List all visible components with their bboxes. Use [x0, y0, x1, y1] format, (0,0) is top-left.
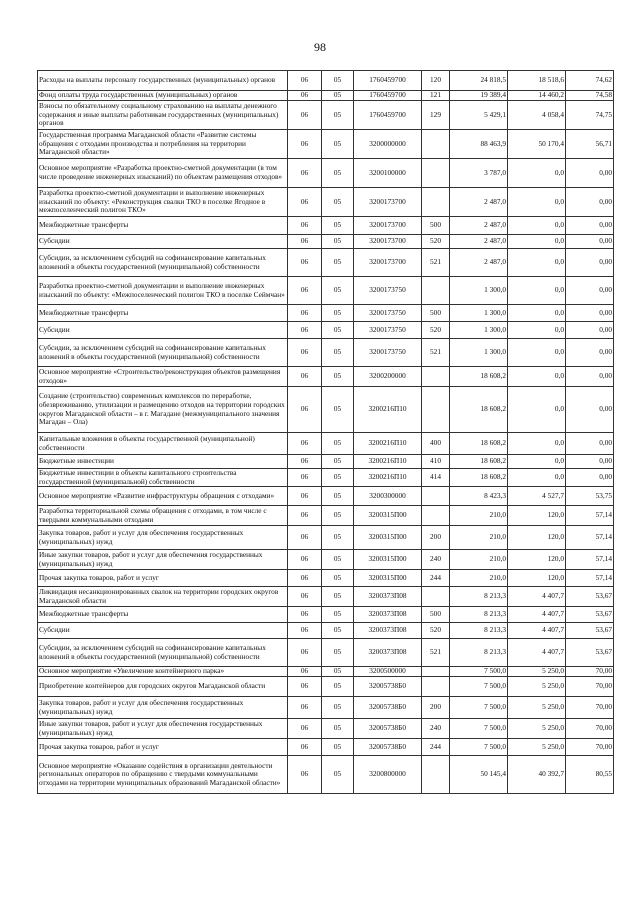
row-section-cell: 06 [288, 677, 322, 697]
row-plan-amount-cell: 2 487,0 [450, 217, 508, 235]
row-execution-percent-cell: 0,00 [566, 469, 614, 487]
row-plan-amount-cell: 8 213,3 [450, 639, 508, 667]
table-row [38, 667, 614, 677]
row-executed-amount-cell: 5 250,0 [508, 677, 566, 697]
row-plan-amount-cell: 18 608,2 [450, 455, 508, 469]
row-name-cell: Основное мероприятие «Увеличение контейнерного парка» [38, 667, 288, 677]
row-execution-percent-cell: 0,00 [566, 217, 614, 235]
row-expense-type-cell [422, 756, 450, 794]
row-section-cell: 06 [288, 570, 322, 587]
row-name-cell: Субсидии, за исключением субсидий на софинансирование капитальных вложений в объекты государственной (муниципальной) собственности [38, 249, 288, 277]
row-plan-amount-cell: 2 487,0 [450, 188, 508, 217]
row-name-cell: Закупка товаров, работ и услуг для обеспечения государственных (муниципальных) нужд [38, 697, 288, 719]
row-name-cell: Субсидии [38, 235, 288, 249]
table-row [38, 101, 614, 130]
row-subsection-cell: 05 [322, 159, 354, 188]
row-expense-type-cell: 200 [422, 526, 450, 550]
row-execution-percent-cell: 0,00 [566, 305, 614, 322]
row-section-cell: 06 [288, 550, 322, 570]
row-section-cell: 06 [288, 697, 322, 719]
row-subsection-cell: 05 [322, 469, 354, 487]
table-row [38, 235, 614, 249]
table-row [38, 367, 614, 387]
row-section-cell: 06 [288, 367, 322, 387]
table-row [38, 387, 614, 433]
row-expense-type-cell: 240 [422, 550, 450, 570]
row-execution-percent-cell: 57,14 [566, 570, 614, 587]
row-target-article-cell: 3200173750 [354, 305, 422, 322]
row-name-cell: Закупка товаров, работ и услуг для обеспечения государственных (муниципальных) нужд [38, 526, 288, 550]
row-expense-type-cell [422, 159, 450, 188]
row-subsection-cell: 05 [322, 71, 354, 91]
row-execution-percent-cell: 0,00 [566, 277, 614, 305]
row-plan-amount-cell: 7 500,0 [450, 719, 508, 739]
row-expense-type-cell [422, 188, 450, 217]
row-executed-amount-cell: 5 250,0 [508, 697, 566, 719]
row-section-cell: 06 [288, 188, 322, 217]
row-name-cell: Основное мероприятие «Строительство/реконструкция объектов размещения отходов» [38, 367, 288, 387]
row-subsection-cell: 05 [322, 249, 354, 277]
row-section-cell: 06 [288, 526, 322, 550]
row-plan-amount-cell: 5 429,1 [450, 101, 508, 130]
row-execution-percent-cell: 74,62 [566, 71, 614, 91]
row-target-article-cell: 32005738Б0 [354, 697, 422, 719]
row-execution-percent-cell: 0,00 [566, 455, 614, 469]
row-section-cell: 06 [288, 277, 322, 305]
row-subsection-cell: 05 [322, 217, 354, 235]
row-name-cell: Межбюджетные трансферты [38, 217, 288, 235]
row-expense-type-cell [422, 677, 450, 697]
row-name-cell: Основное мероприятие «Развитие инфраструктуры обращения с отходами» [38, 487, 288, 506]
row-expense-type-cell: 244 [422, 739, 450, 756]
row-subsection-cell: 05 [322, 550, 354, 570]
row-execution-percent-cell: 70,00 [566, 677, 614, 697]
table-row [38, 623, 614, 639]
row-expense-type-cell: 520 [422, 623, 450, 639]
row-plan-amount-cell: 8 213,3 [450, 623, 508, 639]
row-expense-type-cell [422, 587, 450, 607]
row-name-cell: Фонд оплаты труда государственных (муниципальных) органов [38, 91, 288, 101]
row-executed-amount-cell: 0,0 [508, 188, 566, 217]
row-execution-percent-cell: 70,00 [566, 739, 614, 756]
row-name-cell: Государственная программа Магаданской области «Развитие системы обращения с отходами производства и потребления на территории Магаданской области» [38, 130, 288, 159]
row-executed-amount-cell: 0,0 [508, 322, 566, 339]
row-expense-type-cell: 121 [422, 91, 450, 101]
row-expense-type-cell [422, 277, 450, 305]
row-execution-percent-cell: 57,14 [566, 526, 614, 550]
table-row [38, 322, 614, 339]
row-target-article-cell: 32005738Б0 [354, 719, 422, 739]
row-subsection-cell: 05 [322, 697, 354, 719]
row-plan-amount-cell: 2 487,0 [450, 249, 508, 277]
row-target-article-cell: 3200373П08 [354, 639, 422, 667]
row-execution-percent-cell: 0,00 [566, 235, 614, 249]
row-executed-amount-cell: 0,0 [508, 305, 566, 322]
row-name-cell: Межбюджетные трансферты [38, 607, 288, 623]
row-expense-type-cell [422, 667, 450, 677]
row-execution-percent-cell: 57,14 [566, 506, 614, 526]
row-executed-amount-cell: 0,0 [508, 455, 566, 469]
row-plan-amount-cell: 8 423,3 [450, 487, 508, 506]
row-executed-amount-cell: 4 527,7 [508, 487, 566, 506]
row-execution-percent-cell: 53,67 [566, 639, 614, 667]
row-executed-amount-cell: 0,0 [508, 433, 566, 455]
row-name-cell: Разработка проектно-сметной документации и выполнение инженерных изысканий по объекту: «Межпоселенческий полигон ТКО в поселке Сеймчан» [38, 277, 288, 305]
row-target-article-cell: 3200373П08 [354, 623, 422, 639]
row-name-cell: Иные закупки товаров, работ и услуг для обеспечения государственных (муниципальных) нужд [38, 550, 288, 570]
table-row [38, 130, 614, 159]
row-expense-type-cell: 410 [422, 455, 450, 469]
row-execution-percent-cell: 53,67 [566, 623, 614, 639]
row-target-article-cell: 3200500000 [354, 667, 422, 677]
table-row [38, 487, 614, 506]
row-plan-amount-cell: 210,0 [450, 570, 508, 587]
row-subsection-cell: 05 [322, 607, 354, 623]
row-subsection-cell: 05 [322, 322, 354, 339]
row-expense-type-cell [422, 130, 450, 159]
row-target-article-cell: 3200315П00 [354, 506, 422, 526]
row-expense-type-cell: 500 [422, 607, 450, 623]
table-row [38, 469, 614, 487]
row-target-article-cell: 3200173700 [354, 217, 422, 235]
row-executed-amount-cell: 5 250,0 [508, 667, 566, 677]
row-target-article-cell: 3200800000 [354, 756, 422, 794]
row-name-cell: Основное мероприятие «Оказание содействия в организации деятельности региональных операторов по обращению с твердыми коммунальными отходами на территории муниципальных образований Магаданской области» [38, 756, 288, 794]
row-plan-amount-cell: 1 300,0 [450, 277, 508, 305]
row-subsection-cell: 05 [322, 487, 354, 506]
row-plan-amount-cell: 7 500,0 [450, 697, 508, 719]
table-row [38, 719, 614, 739]
row-expense-type-cell: 120 [422, 71, 450, 91]
row-subsection-cell: 05 [322, 677, 354, 697]
row-subsection-cell: 05 [322, 623, 354, 639]
row-execution-percent-cell: 0,00 [566, 367, 614, 387]
row-target-article-cell: 3200100000 [354, 159, 422, 188]
row-section-cell: 06 [288, 667, 322, 677]
row-executed-amount-cell: 120,0 [508, 526, 566, 550]
row-name-cell: Субсидии, за исключением субсидий на софинансирование капитальных вложений в объекты государственной (муниципальной) собственности [38, 339, 288, 367]
row-plan-amount-cell: 18 608,2 [450, 469, 508, 487]
row-name-cell: Расходы на выплаты персоналу государственных (муниципальных) органов [38, 71, 288, 91]
table-row [38, 697, 614, 719]
row-executed-amount-cell: 0,0 [508, 339, 566, 367]
row-section-cell: 06 [288, 587, 322, 607]
row-plan-amount-cell: 50 145,4 [450, 756, 508, 794]
row-name-cell: Бюджетные инвестиции в объекты капитального строительства государственной (муниципальной) собственности [38, 469, 288, 487]
table-row [38, 277, 614, 305]
row-subsection-cell: 05 [322, 305, 354, 322]
row-target-article-cell: 3200373П08 [354, 607, 422, 623]
row-expense-type-cell: 500 [422, 217, 450, 235]
row-subsection-cell: 05 [322, 101, 354, 130]
row-executed-amount-cell: 120,0 [508, 570, 566, 587]
row-name-cell: Межбюджетные трансферты [38, 305, 288, 322]
row-name-cell: Прочая закупка товаров, работ и услуг [38, 739, 288, 756]
table-row [38, 91, 614, 101]
row-section-cell: 06 [288, 71, 322, 91]
budget-table [37, 70, 614, 794]
row-execution-percent-cell: 70,00 [566, 697, 614, 719]
row-target-article-cell: 3200315П00 [354, 550, 422, 570]
row-subsection-cell: 05 [322, 455, 354, 469]
row-executed-amount-cell: 4 058,4 [508, 101, 566, 130]
row-target-article-cell: 3200173700 [354, 249, 422, 277]
row-executed-amount-cell: 14 460,2 [508, 91, 566, 101]
row-section-cell: 06 [288, 739, 322, 756]
row-subsection-cell: 05 [322, 587, 354, 607]
row-subsection-cell: 05 [322, 526, 354, 550]
row-plan-amount-cell: 1 300,0 [450, 305, 508, 322]
row-executed-amount-cell: 0,0 [508, 469, 566, 487]
row-execution-percent-cell: 0,00 [566, 159, 614, 188]
table-row [38, 756, 614, 794]
table-row [38, 305, 614, 322]
row-plan-amount-cell: 18 608,2 [450, 367, 508, 387]
row-executed-amount-cell: 0,0 [508, 235, 566, 249]
row-expense-type-cell: 521 [422, 249, 450, 277]
table-row [38, 739, 614, 756]
row-section-cell: 06 [288, 339, 322, 367]
row-subsection-cell: 05 [322, 387, 354, 433]
row-expense-type-cell: 400 [422, 433, 450, 455]
row-plan-amount-cell: 8 213,3 [450, 607, 508, 623]
row-name-cell: Субсидии [38, 623, 288, 639]
row-target-article-cell: 3200173700 [354, 235, 422, 249]
row-executed-amount-cell: 4 407,7 [508, 623, 566, 639]
row-execution-percent-cell: 74,75 [566, 101, 614, 130]
row-execution-percent-cell: 80,55 [566, 756, 614, 794]
row-name-cell: Приобретение контейнеров для городских округов Магаданской области [38, 677, 288, 697]
row-expense-type-cell: 521 [422, 339, 450, 367]
row-subsection-cell: 05 [322, 570, 354, 587]
row-section-cell: 06 [288, 217, 322, 235]
table-row [38, 677, 614, 697]
row-expense-type-cell [422, 387, 450, 433]
row-target-article-cell: 3200216П10 [354, 469, 422, 487]
row-name-cell: Иные закупки товаров, работ и услуг для обеспечения государственных (муниципальных) нужд [38, 719, 288, 739]
row-subsection-cell: 05 [322, 739, 354, 756]
row-name-cell: Капитальные вложения в объекты государственной (муниципальной) собственности [38, 433, 288, 455]
table-row [38, 455, 614, 469]
row-expense-type-cell: 520 [422, 235, 450, 249]
row-subsection-cell: 05 [322, 235, 354, 249]
row-execution-percent-cell: 70,00 [566, 667, 614, 677]
row-execution-percent-cell: 56,71 [566, 130, 614, 159]
row-execution-percent-cell: 0,00 [566, 322, 614, 339]
row-section-cell: 06 [288, 159, 322, 188]
table-row [38, 639, 614, 667]
row-plan-amount-cell: 8 213,3 [450, 587, 508, 607]
table-row [38, 249, 614, 277]
row-subsection-cell: 05 [322, 667, 354, 677]
row-section-cell: 06 [288, 387, 322, 433]
row-section-cell: 06 [288, 487, 322, 506]
row-plan-amount-cell: 7 500,0 [450, 739, 508, 756]
row-target-article-cell: 3200315П00 [354, 526, 422, 550]
row-executed-amount-cell: 0,0 [508, 249, 566, 277]
row-subsection-cell: 05 [322, 639, 354, 667]
row-target-article-cell: 3200216П10 [354, 387, 422, 433]
table-row [38, 550, 614, 570]
row-plan-amount-cell: 1 300,0 [450, 322, 508, 339]
row-subsection-cell: 05 [322, 277, 354, 305]
row-execution-percent-cell: 53,67 [566, 607, 614, 623]
page-number: 98 [314, 40, 326, 54]
row-section-cell: 06 [288, 756, 322, 794]
row-section-cell: 06 [288, 322, 322, 339]
row-section-cell: 06 [288, 607, 322, 623]
row-section-cell: 06 [288, 623, 322, 639]
row-plan-amount-cell: 88 463,9 [450, 130, 508, 159]
row-target-article-cell: 3200173750 [354, 339, 422, 367]
row-subsection-cell: 05 [322, 506, 354, 526]
row-name-cell: Основное мероприятие «Разработка проектно-сметной документации (в том числе проведение инженерных изысканий) по объектам размещения отходов» [38, 159, 288, 188]
row-executed-amount-cell: 0,0 [508, 277, 566, 305]
row-name-cell: Разработка проектно-сметной документации и выполнение инженерных изысканий по объекту: «Реконструкция свалки ТКО в поселке Ягодное в межпоселенческий полигон ТКО» [38, 188, 288, 217]
row-plan-amount-cell: 7 500,0 [450, 667, 508, 677]
row-plan-amount-cell: 210,0 [450, 526, 508, 550]
table-row [38, 607, 614, 623]
row-name-cell: Прочая закупка товаров, работ и услуг [38, 570, 288, 587]
row-target-article-cell: 3200173700 [354, 188, 422, 217]
row-subsection-cell: 05 [322, 188, 354, 217]
row-subsection-cell: 05 [322, 91, 354, 101]
row-expense-type-cell: 129 [422, 101, 450, 130]
row-section-cell: 06 [288, 130, 322, 159]
row-execution-percent-cell: 0,00 [566, 249, 614, 277]
row-expense-type-cell [422, 506, 450, 526]
table-row [38, 217, 614, 235]
row-executed-amount-cell: 5 250,0 [508, 719, 566, 739]
row-plan-amount-cell: 24 818,5 [450, 71, 508, 91]
row-expense-type-cell: 520 [422, 322, 450, 339]
row-executed-amount-cell: 0,0 [508, 387, 566, 433]
row-name-cell: Создание (строительство) современных комплексов по переработке, обезвреживанию, утилизации и размещению отходов на территории городских округов Магаданской области – в г. Магадане (межмуниципального значения Магадан – Ола) [38, 387, 288, 433]
row-execution-percent-cell: 53,75 [566, 487, 614, 506]
row-expense-type-cell: 414 [422, 469, 450, 487]
row-target-article-cell: 1760459700 [354, 91, 422, 101]
row-plan-amount-cell: 18 608,2 [450, 433, 508, 455]
row-expense-type-cell: 521 [422, 639, 450, 667]
row-plan-amount-cell: 1 300,0 [450, 339, 508, 367]
row-plan-amount-cell: 210,0 [450, 506, 508, 526]
row-subsection-cell: 05 [322, 367, 354, 387]
row-target-article-cell: 3200373П08 [354, 587, 422, 607]
row-executed-amount-cell: 4 407,7 [508, 587, 566, 607]
table-row [38, 433, 614, 455]
row-section-cell: 06 [288, 433, 322, 455]
row-execution-percent-cell: 53,67 [566, 587, 614, 607]
row-name-cell: Разработка территориальной схемы обращения с отходами, в том числе с твердыми коммунальными отходами [38, 506, 288, 526]
row-target-article-cell: 3200315П00 [354, 570, 422, 587]
table-row [38, 71, 614, 91]
row-plan-amount-cell: 18 608,2 [450, 387, 508, 433]
row-target-article-cell: 3200173750 [354, 322, 422, 339]
row-executed-amount-cell: 120,0 [508, 506, 566, 526]
row-section-cell: 06 [288, 455, 322, 469]
row-execution-percent-cell: 0,00 [566, 188, 614, 217]
row-executed-amount-cell: 40 392,7 [508, 756, 566, 794]
row-target-article-cell: 3200000000 [354, 130, 422, 159]
row-name-cell: Субсидии, за исключением субсидий на софинансирование капитальных вложений в объекты государственной (муниципальной) собственности [38, 639, 288, 667]
row-plan-amount-cell: 210,0 [450, 550, 508, 570]
row-expense-type-cell [422, 487, 450, 506]
row-executed-amount-cell: 0,0 [508, 217, 566, 235]
row-section-cell: 06 [288, 249, 322, 277]
row-executed-amount-cell: 4 407,7 [508, 607, 566, 623]
row-name-cell: Субсидии [38, 322, 288, 339]
row-execution-percent-cell: 0,00 [566, 339, 614, 367]
table-row [38, 188, 614, 217]
row-executed-amount-cell: 50 170,4 [508, 130, 566, 159]
row-target-article-cell: 3200216П10 [354, 455, 422, 469]
table-row [38, 587, 614, 607]
row-section-cell: 06 [288, 235, 322, 249]
table-row [38, 570, 614, 587]
row-execution-percent-cell: 0,00 [566, 387, 614, 433]
row-target-article-cell: 3200300000 [354, 487, 422, 506]
row-expense-type-cell [422, 367, 450, 387]
row-subsection-cell: 05 [322, 756, 354, 794]
row-subsection-cell: 05 [322, 433, 354, 455]
row-subsection-cell: 05 [322, 339, 354, 367]
row-target-article-cell: 3200216П10 [354, 433, 422, 455]
row-name-cell: Бюджетные инвестиции [38, 455, 288, 469]
row-executed-amount-cell: 18 518,6 [508, 71, 566, 91]
row-executed-amount-cell: 0,0 [508, 159, 566, 188]
table-row [38, 159, 614, 188]
row-target-article-cell: 32005738Б0 [354, 677, 422, 697]
row-execution-percent-cell: 70,00 [566, 719, 614, 739]
row-section-cell: 06 [288, 506, 322, 526]
row-plan-amount-cell: 3 787,0 [450, 159, 508, 188]
row-expense-type-cell: 244 [422, 570, 450, 587]
row-plan-amount-cell: 19 389,4 [450, 91, 508, 101]
row-section-cell: 06 [288, 639, 322, 667]
row-target-article-cell: 1760459700 [354, 71, 422, 91]
row-execution-percent-cell: 74,58 [566, 91, 614, 101]
row-executed-amount-cell: 0,0 [508, 367, 566, 387]
table-row [38, 506, 614, 526]
row-section-cell: 06 [288, 719, 322, 739]
row-section-cell: 06 [288, 101, 322, 130]
row-target-article-cell: 3200173750 [354, 277, 422, 305]
row-name-cell: Ликвидация несанкционированных свалок на территории городских округов Магаданской области [38, 587, 288, 607]
row-name-cell: Взносы по обязательному социальному страхованию на выплаты денежного содержания и иные выплаты работникам государственных (муниципальных) органов [38, 101, 288, 130]
row-execution-percent-cell: 57,14 [566, 550, 614, 570]
row-subsection-cell: 05 [322, 130, 354, 159]
row-expense-type-cell: 200 [422, 697, 450, 719]
row-target-article-cell: 3200200000 [354, 367, 422, 387]
row-section-cell: 06 [288, 305, 322, 322]
table-row [38, 526, 614, 550]
table-row [38, 339, 614, 367]
row-plan-amount-cell: 7 500,0 [450, 677, 508, 697]
row-target-article-cell: 1760459700 [354, 101, 422, 130]
row-executed-amount-cell: 120,0 [508, 550, 566, 570]
row-expense-type-cell: 500 [422, 305, 450, 322]
row-subsection-cell: 05 [322, 719, 354, 739]
row-target-article-cell: 32005738Б0 [354, 739, 422, 756]
row-section-cell: 06 [288, 91, 322, 101]
row-plan-amount-cell: 2 487,0 [450, 235, 508, 249]
row-expense-type-cell: 240 [422, 719, 450, 739]
row-execution-percent-cell: 0,00 [566, 433, 614, 455]
row-section-cell: 06 [288, 469, 322, 487]
row-executed-amount-cell: 5 250,0 [508, 739, 566, 756]
row-executed-amount-cell: 4 407,7 [508, 639, 566, 667]
